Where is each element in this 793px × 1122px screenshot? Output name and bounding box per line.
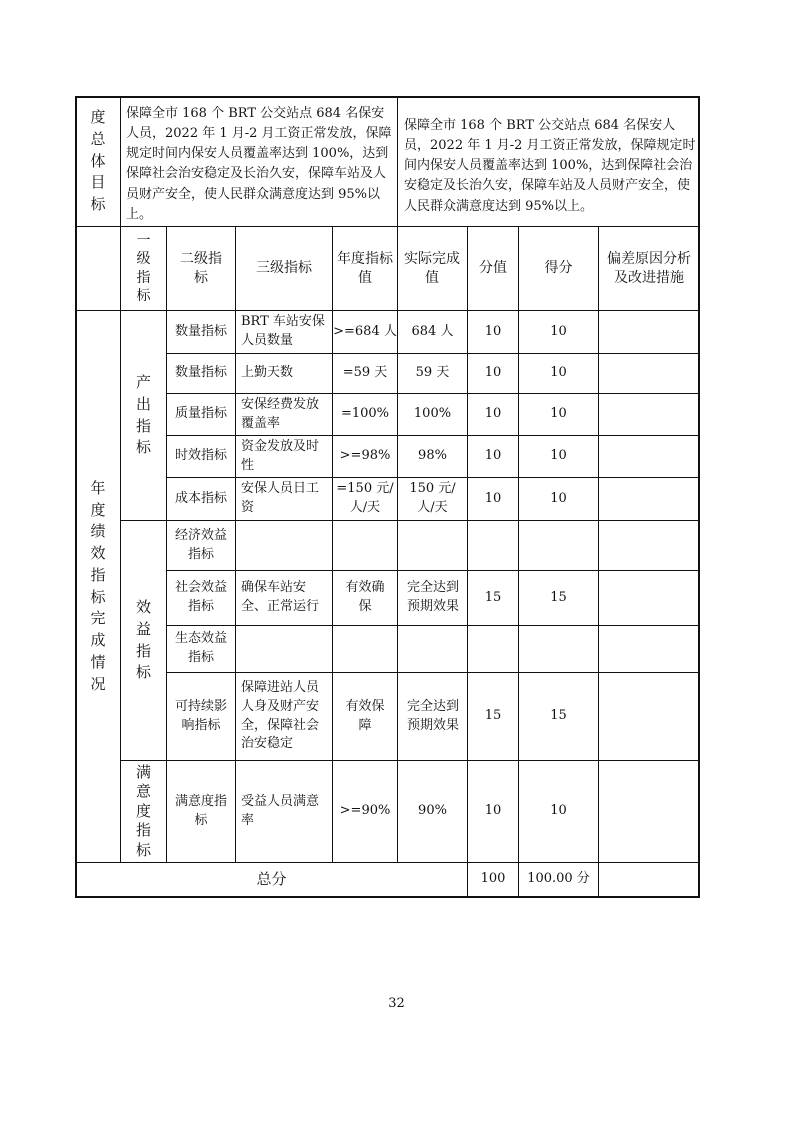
- row-weight: [468, 626, 518, 672]
- group-char: 意: [135, 782, 151, 801]
- row-actual: 完全达到预期效果: [406, 580, 459, 614]
- goal-actual-text: 保障全市 168 个 BRT 公交站点 684 名保安人员，2022 年 1 月-2 月工资正常发放，保障规定时间内保安人员覆盖率达到 100%，达到保障社会治安稳定及长治久安，保障车站及人员财产安全，使人民群众满意度达到 95%以上。: [404, 118, 696, 214]
- row-score: 10: [550, 406, 567, 422]
- goal-label-char: 度: [90, 108, 106, 127]
- row-level2: 数量指标: [174, 365, 227, 381]
- row-weight: 15: [484, 708, 502, 724]
- row-weight: [468, 521, 518, 570]
- row-score: 10: [550, 448, 567, 464]
- divider: [397, 96, 398, 226]
- row-score: 15: [550, 708, 567, 724]
- section-label-char: 成: [90, 631, 106, 649]
- row-level3: 安保人员日工资: [241, 481, 320, 515]
- group-char: 标: [135, 840, 151, 859]
- row-level2: 社会效益指标: [174, 580, 227, 614]
- row-level2: 时效指标: [174, 448, 227, 464]
- header-level1-text: 一级指标: [136, 233, 151, 304]
- goal-label-char: 体: [90, 151, 106, 170]
- row-deviation: [599, 521, 698, 570]
- goal-planned-text: 保障全市 168 个 BRT 公交站点 684 名保安人员，2022 年 1 月-2 月工资正常发放，保障规定时间内保安人员覆盖率达到 100%，达到保障社会治安稳定及长治久安，保障车站及人员财产安全，使人民群众满意度达到 95%以上。: [126, 106, 392, 222]
- header-level2-text: 二级指标: [180, 251, 222, 286]
- row-level2: 经济效益指标: [174, 527, 227, 562]
- row-actual: 100%: [413, 406, 452, 422]
- row-score: 10: [550, 365, 567, 381]
- table-border-right: [698, 96, 700, 897]
- row-level3: BRT 车站安保人员数量: [241, 314, 325, 348]
- total-weight: 100: [480, 871, 506, 887]
- header-weight: 分值: [479, 260, 507, 277]
- row-level3: 保障进站人员人身及财产安全，保障社会治安稳定: [241, 679, 320, 752]
- group-char: 效: [135, 598, 151, 616]
- header-level2: [170, 227, 232, 310]
- row-level2: 满意度指标: [174, 793, 227, 828]
- group-char: 标: [135, 663, 151, 682]
- header-level3: 三级指标: [256, 260, 312, 277]
- row-actual: [398, 521, 467, 570]
- goal-label-char: 标: [90, 195, 106, 214]
- section-label-char: 标: [90, 587, 106, 606]
- row-target: 有效确保: [345, 580, 385, 614]
- row-level2: 质量指标: [174, 406, 227, 422]
- row-level3: 上勤天数: [241, 365, 294, 381]
- row-weight: 10: [484, 365, 502, 381]
- row-level3: 受益人员满意率: [241, 793, 320, 828]
- header-deviation: 偏差原因分析及改进措施: [607, 251, 691, 286]
- header-target: 年度指标值: [337, 251, 393, 286]
- divider: [235, 226, 236, 862]
- section-label-char: 完: [90, 609, 106, 628]
- row-weight: 10: [484, 803, 502, 819]
- group-satisfaction: [121, 761, 166, 862]
- row-weight: 15: [484, 589, 502, 605]
- row-deviation: [599, 571, 698, 625]
- total-deviation: [599, 863, 698, 896]
- row-actual: 59 天: [415, 365, 450, 381]
- section-label-char: 况: [90, 674, 106, 693]
- row-score: 10: [550, 490, 567, 506]
- group-char: 益: [135, 619, 151, 638]
- group-char: 指: [135, 821, 151, 840]
- group-char: 标: [135, 438, 151, 457]
- row-deviation: [599, 673, 698, 760]
- row-level2: 可持续影响指标: [174, 698, 227, 733]
- header-level1: [121, 227, 166, 310]
- group-char: 指: [135, 641, 151, 660]
- section-label-char: 效: [90, 544, 106, 562]
- row-deviation: [599, 394, 698, 435]
- row-actual: 90%: [418, 803, 447, 819]
- goal-label-char: 总: [90, 129, 106, 148]
- row-deviation: [599, 354, 698, 393]
- row-level2: 数量指标: [174, 323, 227, 339]
- row-weight: 10: [484, 406, 502, 422]
- row-weight: 10: [484, 448, 502, 464]
- row-deviation: [599, 626, 698, 672]
- row-target: 有效保障: [345, 698, 385, 733]
- section-label-char: 指: [90, 565, 106, 584]
- row-actual: 完全达到预期效果: [406, 698, 459, 733]
- row-deviation: [599, 311, 698, 353]
- row-target: >=90%: [339, 803, 391, 819]
- table-border-top: [75, 96, 700, 98]
- section-label-char: 情: [90, 652, 106, 671]
- section-label-char: 年: [90, 478, 106, 497]
- group-char: 指: [135, 416, 151, 435]
- row-target: =59 天: [342, 365, 388, 381]
- row-actual: 684 人: [411, 323, 454, 339]
- row-score: 10: [550, 323, 567, 339]
- group-benefit: [121, 521, 166, 760]
- row-level3: 确保车站安全、正常运行: [241, 580, 320, 614]
- row-score: 15: [550, 589, 567, 605]
- row-level2: 成本指标: [174, 490, 227, 506]
- row-score: [519, 626, 598, 672]
- row-target: >=684 人: [333, 323, 397, 339]
- row-level3: [241, 626, 329, 672]
- group-char: 出: [135, 394, 151, 413]
- row-actual: 98%: [418, 448, 447, 464]
- page-number: 32: [388, 996, 405, 1011]
- group-char: 满: [135, 762, 151, 781]
- group-char: 产: [135, 373, 151, 391]
- row-deviation: [599, 478, 698, 520]
- row-weight: 10: [484, 490, 502, 506]
- row-deviation: [599, 761, 698, 862]
- group-output: [121, 311, 166, 520]
- section-label-char: 绩: [90, 522, 106, 541]
- total-score: 100.00 分: [527, 871, 590, 887]
- row-level3: 资金发放及时性: [241, 438, 320, 473]
- row-actual: 150 元/人/天: [409, 481, 456, 515]
- row-actual: [398, 626, 467, 672]
- row-deviation: [599, 436, 698, 477]
- goal-label: [76, 97, 120, 226]
- table-border-bottom: [75, 896, 700, 898]
- row-target: =100%: [340, 406, 390, 422]
- total-label: 总分: [256, 869, 287, 888]
- section-label: [76, 311, 120, 862]
- row-target: >=98%: [339, 448, 391, 464]
- row-score: [519, 521, 598, 570]
- row-target: [333, 626, 397, 672]
- row-level3: [241, 521, 329, 570]
- row-level3: 安保经费发放覆盖率: [241, 396, 320, 431]
- row-level2: 生态效益指标: [174, 631, 227, 665]
- header-actual: 实际完成值: [404, 251, 460, 286]
- row-score: 10: [550, 803, 567, 819]
- section-label-char: 度: [90, 500, 106, 519]
- row-weight: 10: [484, 323, 502, 339]
- row-target: =150 元/人/天: [336, 481, 394, 515]
- group-char: 度: [135, 801, 151, 820]
- goal-label-char: 目: [90, 173, 106, 192]
- header-score: 得分: [544, 260, 573, 277]
- row-target: [333, 521, 397, 570]
